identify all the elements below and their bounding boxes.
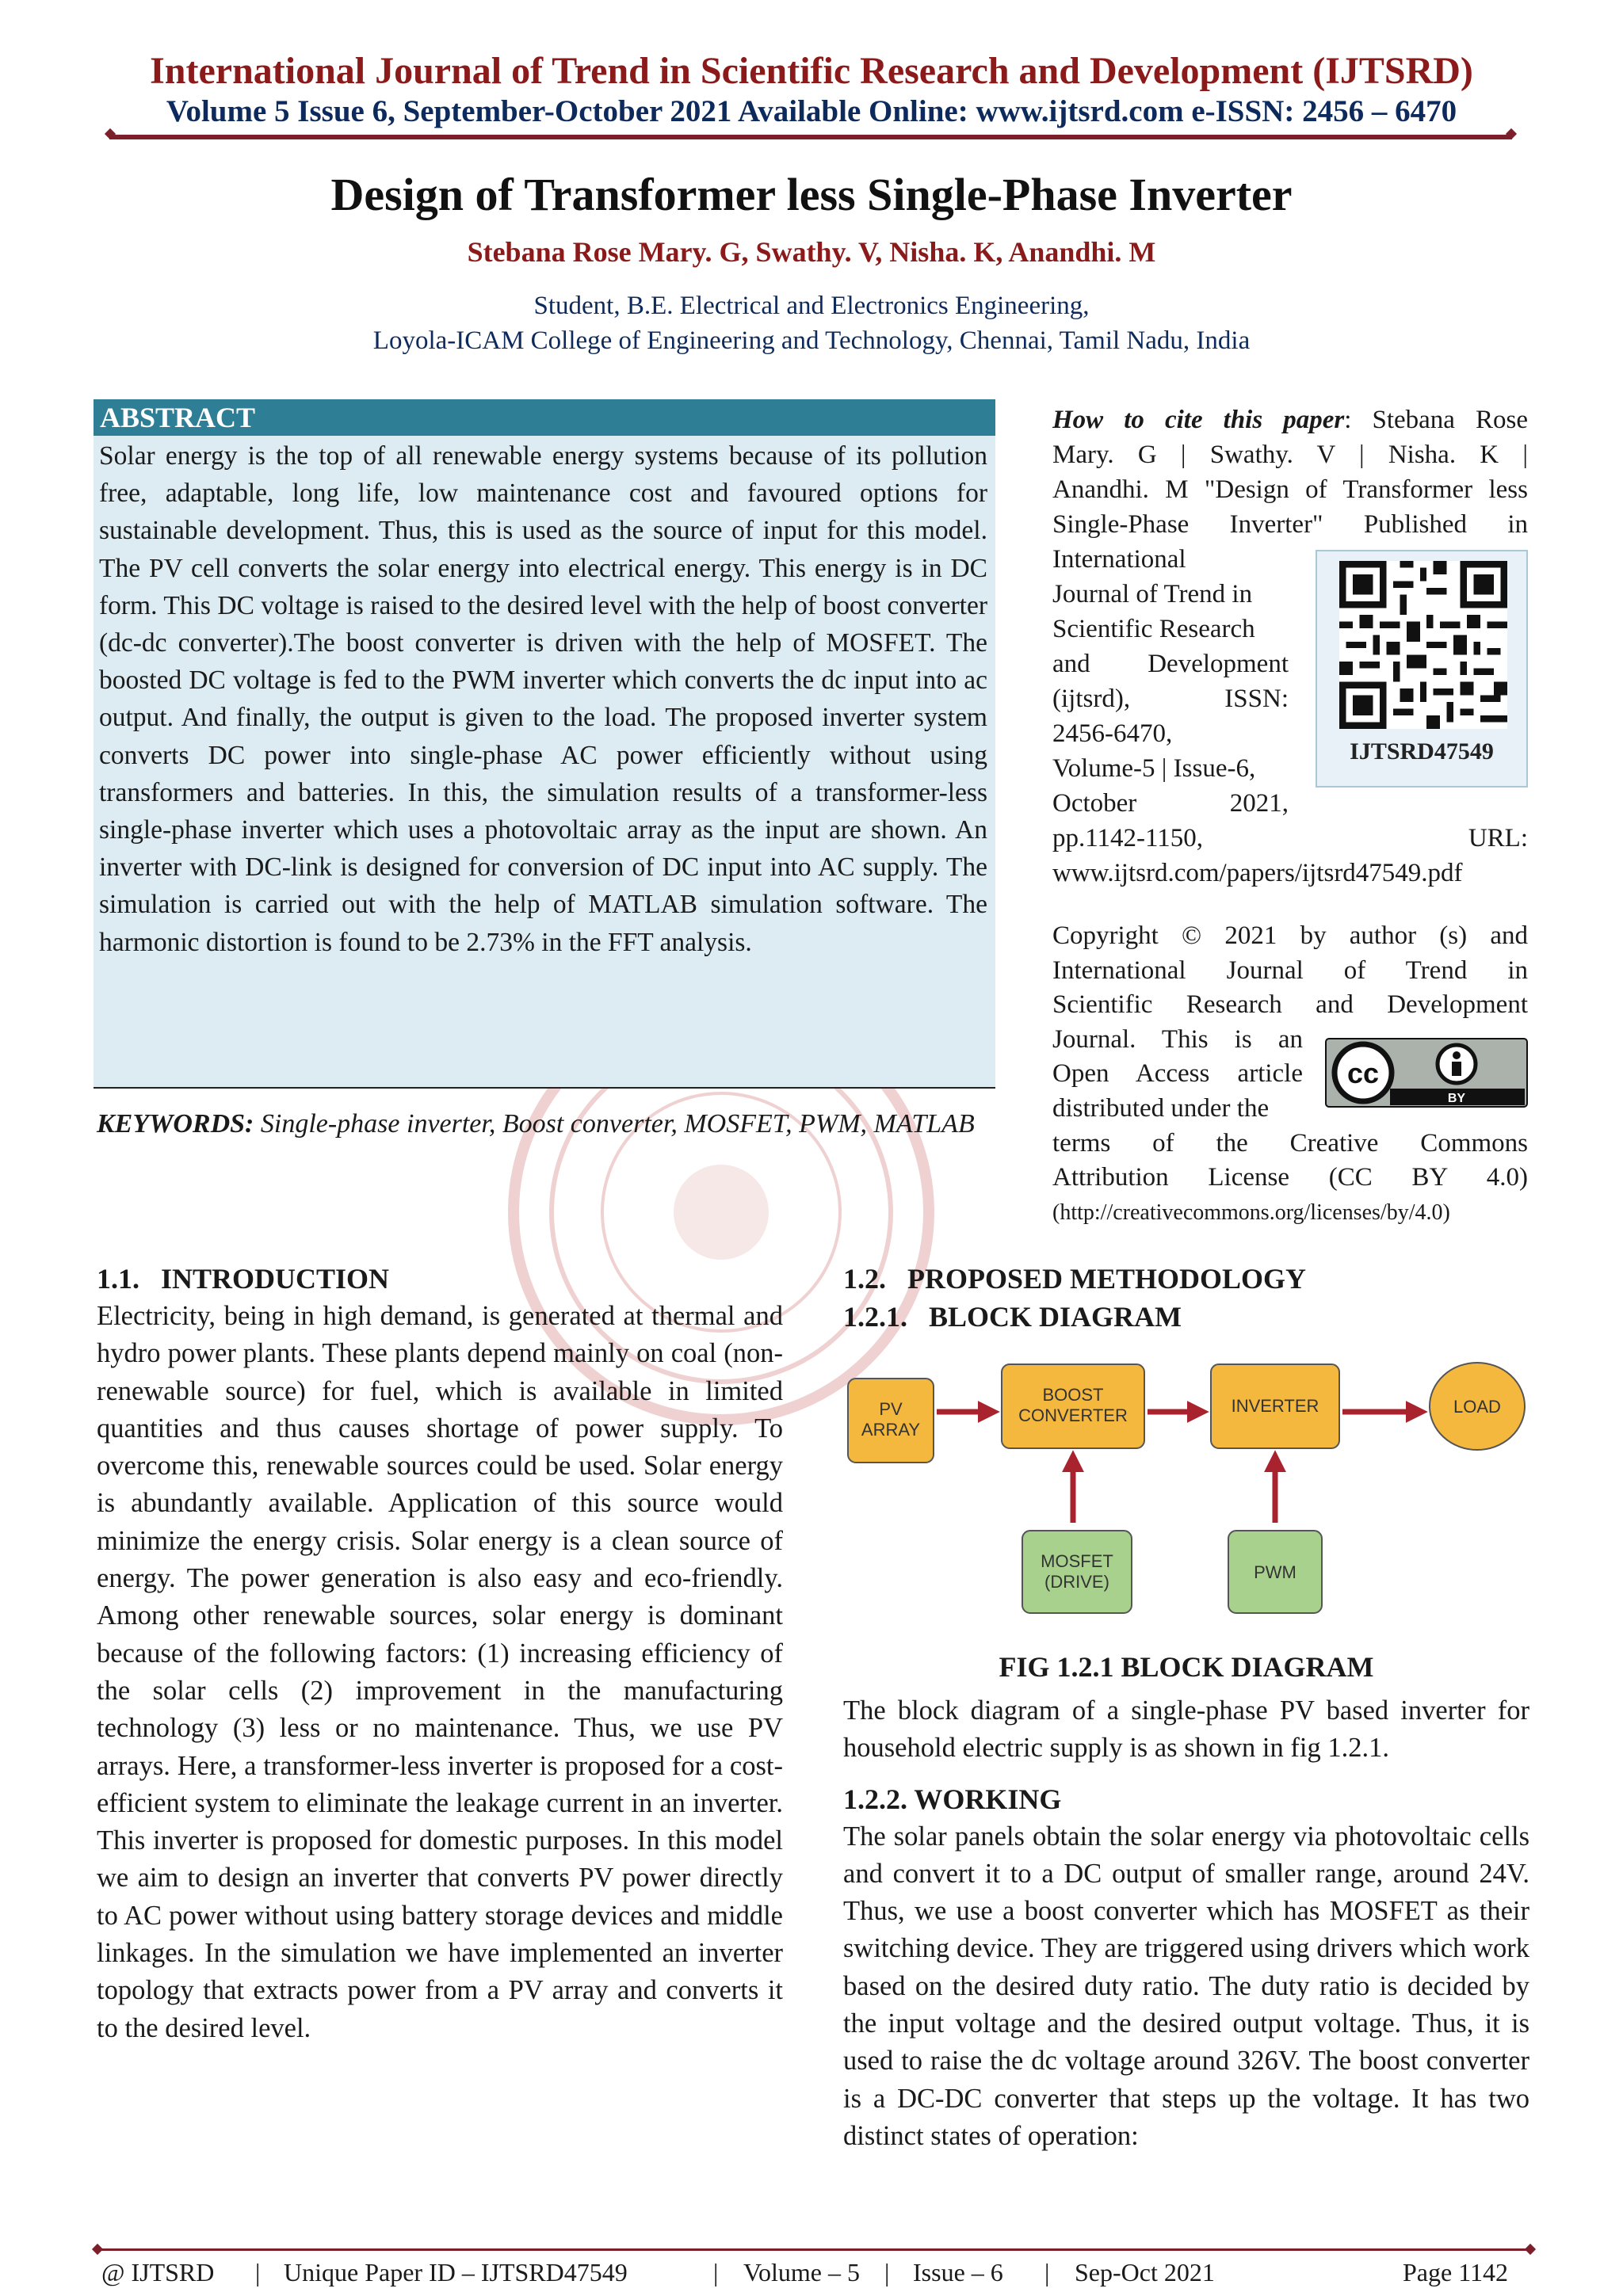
footer-divider: [97, 2248, 1531, 2251]
qr-code-card: [1316, 550, 1528, 788]
abstract-box: [94, 399, 995, 1087]
boost-converter-label: BOOST: [1042, 1385, 1104, 1405]
citation-url[interactable]: www.ijtsrd.com/papers/ijtsrd47549.pdf: [1052, 859, 1463, 887]
paper-id-label: IJTSRD47549: [1350, 738, 1494, 765]
paper-title: Design of Transformer less Single-Phase Inverter: [330, 169, 1293, 220]
qr-code-icon: [1339, 561, 1507, 729]
methodology-section: [843, 1260, 1529, 2155]
citation-line-text: : Stebana Rose: [1344, 406, 1529, 434]
copyright-line: Journal. This is an: [1052, 1024, 1303, 1054]
footer-page-number: Page 1142: [1403, 2258, 1509, 2286]
journal-title: International Journal of Trend in Scientific Research and Development (IJTSRD): [150, 50, 1473, 92]
footer-separator: |: [1044, 2258, 1050, 2286]
footer-date: Sep-Oct 2021: [1075, 2258, 1215, 2286]
introduction-section: [97, 1260, 783, 2047]
header-divider: [109, 135, 1512, 139]
working-text: The solar panels obtain the solar energy via photovoltaic cells and convert it to a DC output of smaller range, around 24V. Thus, we use a boost converter which has MOSFET as their switching device. They are triggered using drivers which work based on the desired duty ratio. The duty ratio is decided by the input voltage and the desired output voltage. Thus, it is used to raise the dc voltage around 326V. The boost converter is a DC-DC converter that steps up the voltage. It has two distinct states of operation:: [843, 1821, 1529, 2151]
footer-separator: |: [884, 2258, 890, 2286]
footer-separator: |: [255, 2258, 261, 2286]
cc-by-label: BY: [1447, 1092, 1466, 1105]
working-heading: 1.2.2. WORKING: [843, 1783, 1062, 1815]
affiliation-line-2: Loyola-ICAM College of Engineering and Technology, Chennai, Tamil Nadu, India: [372, 326, 1251, 355]
footer-issue: Issue – 6: [913, 2258, 1003, 2286]
block-diagram-description: The block diagram of a single-phase PV based inverter for household electric supply is as shown in fig 1.2.1.: [843, 1695, 1529, 1764]
footer-volume: Volume – 5: [743, 2258, 860, 2286]
block-diagram-heading: 1.2.1. BLOCK DIAGRAM: [843, 1301, 1182, 1333]
pv-array-label: ARRAY: [861, 1420, 921, 1440]
boost-converter-label: CONVERTER: [1018, 1405, 1128, 1425]
copyright-line: International Journal of Trend in: [1052, 955, 1528, 985]
load-label: LOAD: [1453, 1397, 1501, 1417]
abstract-divider: [94, 1087, 995, 1089]
inverter-label: INVERTER: [1231, 1396, 1319, 1416]
keywords: [97, 1106, 992, 1142]
copyright-line: Scientific Research and Development: [1052, 990, 1528, 1020]
citation-label: How to cite this paper: [1052, 406, 1345, 434]
copyright-line: terms of the Creative Commons: [1052, 1128, 1528, 1158]
figure-caption: FIG 1.2.1 BLOCK DIAGRAM: [999, 1651, 1374, 1683]
author-list: Stebana Rose Mary. G, Swathy. V, Nisha. K, Anandhi. M: [467, 236, 1156, 268]
copyright-line: Copyright © 2021 by author (s) and: [1052, 921, 1528, 950]
pwm-label: PWM: [1254, 1562, 1296, 1582]
block-diagram: [843, 1347, 1529, 1646]
introduction-heading: 1.1. INTRODUCTION: [97, 1263, 390, 1295]
citation-line: Journal of Trend in: [1052, 580, 1253, 608]
copyright-line: distributed under the: [1052, 1093, 1270, 1123]
affiliation-line-1: Student, B.E. Electrical and Electronics Engineering,: [533, 292, 1090, 320]
citation-line: and Development: [1052, 650, 1289, 678]
footer-paper-id: Unique Paper ID – IJTSRD47549: [284, 2258, 628, 2286]
pv-array-label: PV: [879, 1399, 903, 1419]
abstract-text: Solar energy is the top of all renewable energy systems because of its pollution free, adaptable, long life, low maintenance cost and favoured options for sustainable development. Thus, this is used as the source of input for this model. The PV cell converts the solar energy into electrical energy. This energy is in DC form. This DC voltage is raised to the desired level with the help of boost converter (dc-dc converter).The boost converter is driven with the help of MOSFET. The boosted DC voltage is fed to the PWM inverter which converts the dc input into ac output. And finally, the output is given to the load. The proposed inverter system converts DC power into single-phase AC power efficiently without using transformers and batteries. In this, the simulation results of a transformer-less single-phase inverter which uses a photovoltaic array as the input are shown. An inverter with DC-link is designed for conversion of DC input into AC supply. The simulation is carried out with the help of MATLAB simulation software. The harmonic distortion is found to be 2.73% in the FFT analysis.: [99, 441, 987, 957]
license-url[interactable]: (http://creativecommons.org/licenses/by/4.0): [1052, 1199, 1450, 1225]
abstract-heading: ABSTRACT: [94, 399, 995, 436]
mosfet-drive-label: (DRIVE): [1044, 1572, 1109, 1592]
citation-line: pp.1142-1150, URL:: [1052, 824, 1528, 852]
journal-issue-line: Volume 5 Issue 6, September-October 2021 Available Online: www.ijtsrd.com e-ISSN: 2456 – 6470: [166, 94, 1457, 128]
citation-line: [1052, 402, 1528, 437]
citation-line: Volume-5 | Issue-6,: [1052, 754, 1256, 783]
mosfet-drive-label: MOSFET: [1041, 1551, 1113, 1571]
footer-separator: |: [713, 2258, 719, 2286]
citation-line: (ijtsrd), ISSN:: [1052, 685, 1289, 713]
citation-line: International: [1052, 545, 1186, 574]
citation-line: 2456-6470,: [1052, 719, 1173, 748]
svg-text:cc: cc: [1346, 1057, 1380, 1089]
methodology-heading: 1.2. PROPOSED METHODOLOGY: [843, 1263, 1307, 1295]
cc-by-license-icon: [1325, 1038, 1528, 1108]
citation-line: Scientific Research: [1052, 615, 1255, 643]
copyright-line: Open Access article: [1052, 1059, 1303, 1089]
keywords-text: Single-phase inverter, Boost converter, MOSFET, PWM, MATLAB: [254, 1109, 975, 1138]
footer-copyright: @ IJTSRD: [101, 2258, 215, 2286]
keywords-label: KEYWORDS:: [97, 1109, 254, 1138]
copyright-line: Attribution License (CC BY 4.0): [1052, 1163, 1528, 1192]
citation-line: October 2021,: [1052, 789, 1289, 818]
citation-line: Mary. G | Swathy. V | Nisha. K |: [1052, 441, 1528, 469]
introduction-text: Electricity, being in high demand, is generated at thermal and hydro power plants. These plants depend mainly on coal (non-renewable source) for fuel, which is available in limited quantities and thus causes shortage of power supply. To overcome this, renewable sources could be used. Solar energy is abundantly available. Application of this source would minimize the energy crisis. Solar energy is a clean source of energy. The power generation is also easy and eco-friendly. Among other renewable sources, solar energy is dominant because of the following factors: (1) increasing efficiency of the solar cells (2) improvement in the manufacturing technology (3) less or no maintenance. Thus, we use PV arrays. Here, a transformer-less inverter is proposed for a cost-efficient system to eliminate the leakage current in an inverter. This inverter is proposed for domestic purposes. In this model we aim to design an inverter that converts PV power directly to AC power without using battery storage devices and middle linkages. In the simulation we have implemented an inverter topology that extracts power from a PV array and converts it to the desired level.: [97, 1301, 783, 2043]
citation-line: Single-Phase Inverter" Published in: [1052, 510, 1528, 539]
citation-line: Anandhi. M "Design of Transformer less: [1052, 475, 1528, 504]
